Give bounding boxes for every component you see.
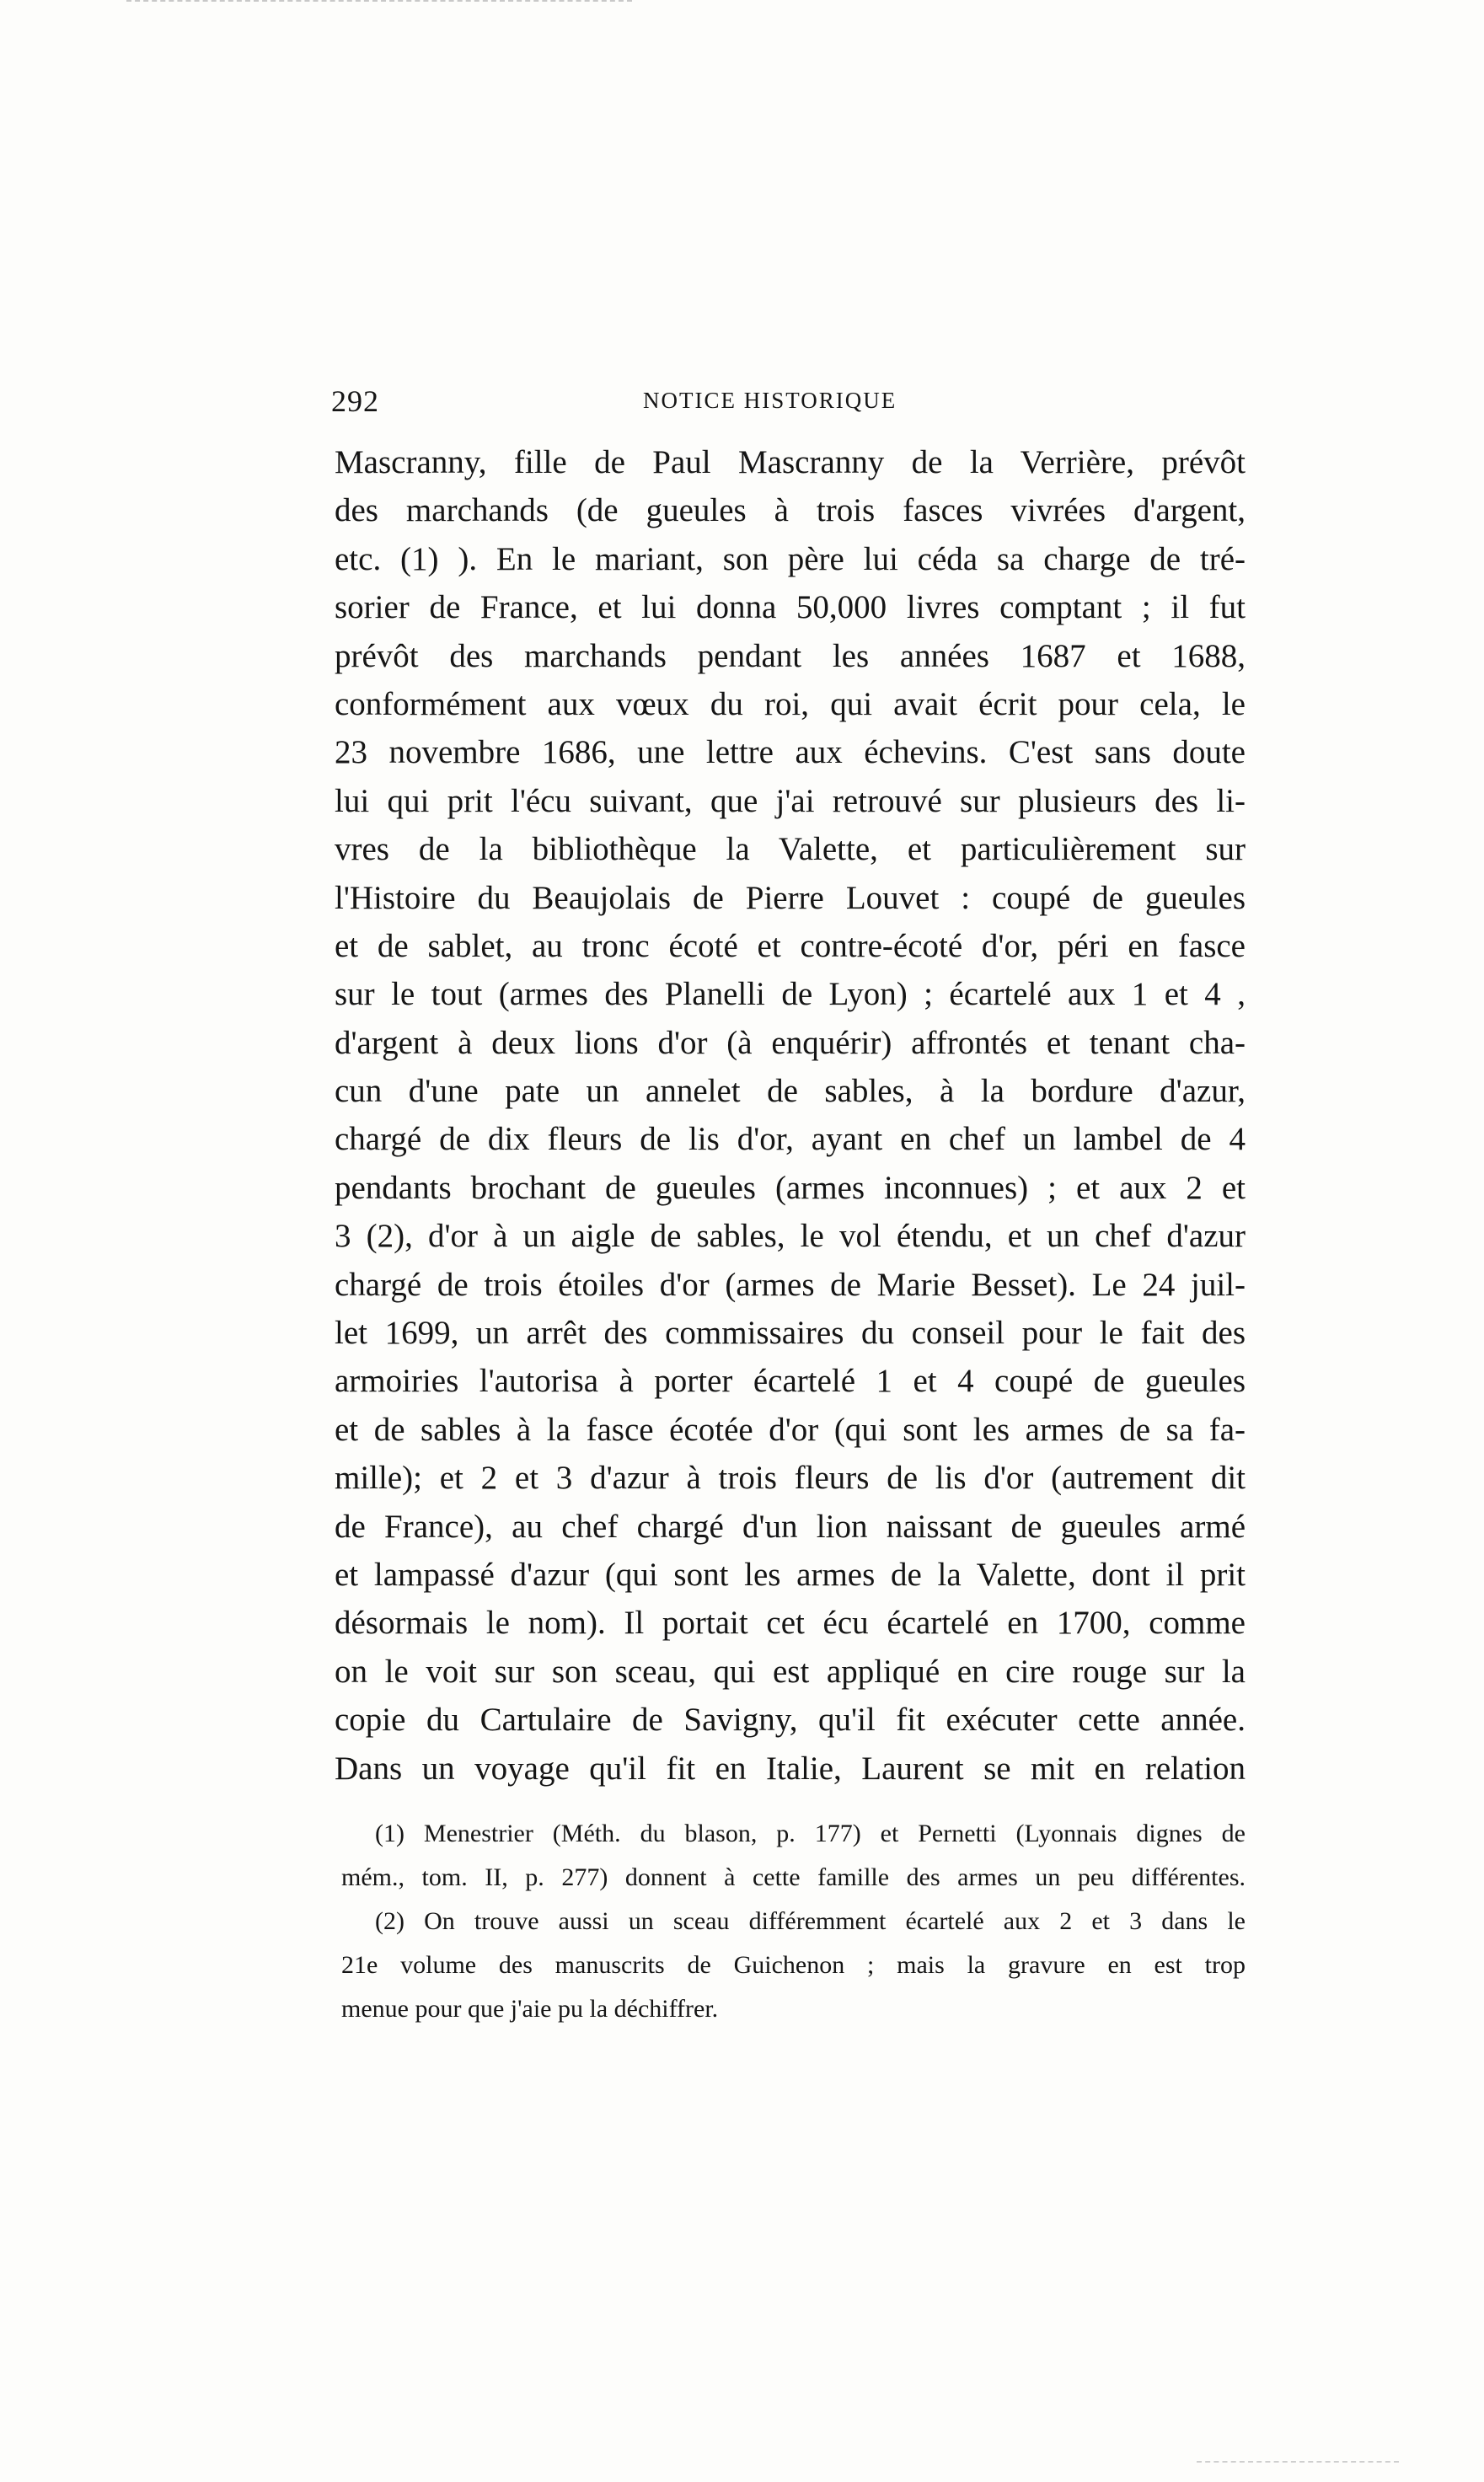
footnote-line: (2) On trouve aussi un sceau différemment écartelé aux 2 et 3 dans le: [375, 1907, 1246, 1935]
body-line: etc. (1) ). En le mariant, son père lui céda sa charge de tré-: [335, 540, 1246, 577]
body-line: chargé de trois étoiles d'or (armes de Marie Besset). Le 24 juil-: [335, 1266, 1246, 1303]
body-line: cun d'une pate un annelet de sables, à la bordure d'azur,: [335, 1073, 1246, 1110]
body-line: lui qui prit l'écu suivant, que j'ai retrouvé sur plusieurs des li-: [335, 782, 1246, 819]
body-line: et lampassé d'azur (qui sont les armes de la Valette, dont il prit: [335, 1556, 1246, 1593]
scan-specks-top: [126, 0, 632, 7]
body-line: on le voit sur son sceau, qui est appliqué en cire rouge sur la: [335, 1653, 1246, 1690]
footnotes: [341, 1812, 1246, 2031]
body-line: de France), au chef chargé d'un lion naissant de gueules armé: [335, 1508, 1246, 1545]
body-line: conformément aux vœux du roi, qui avait écrit pour cela, le: [335, 685, 1246, 722]
body-line: sur le tout (armes des Planelli de Lyon) ; écartelé aux 1 et 4 ,: [335, 976, 1246, 1013]
body-line: et de sablet, au tronc écoté et contre-écoté d'or, péri en fasce: [335, 927, 1246, 964]
page-number: 292: [331, 384, 379, 418]
page-header: [331, 383, 1246, 426]
footnote-line: menue pour que j'aie pu la déchiffrer.: [341, 1995, 719, 2023]
body-line: mille); et 2 et 3 d'azur à trois fleurs de lis d'or (autrement dit: [335, 1460, 1246, 1497]
body-text: [335, 438, 1246, 1793]
body-line: prévôt des marchands pendant les années 1687 et 1688,: [335, 637, 1246, 674]
body-line: d'argent à deux lions d'or (à enquérir) affrontés et tenant cha-: [335, 1024, 1246, 1061]
footnote-line: 21e volume des manuscrits de Guichenon ; mais la gravure en est trop: [341, 1951, 1246, 1979]
body-line: 23 novembre 1686, une lettre aux échevins. C'est sans doute: [335, 734, 1246, 771]
footnote-line: (1) Menestrier (Méth. du blason, p. 177) et Pernetti (Lyonnais dignes de: [375, 1820, 1246, 1847]
body-line: Mascranny, fille de Paul Mascranny de la Verrière, prévôt: [335, 444, 1246, 480]
body-line: l'Histoire du Beaujolais de Pierre Louvet : coupé de gueules: [335, 879, 1246, 916]
body-line: chargé de dix fleurs de lis d'or, ayant en chef un lambel de 4: [335, 1121, 1246, 1158]
scan-specks-bottom: [1197, 2461, 1399, 2466]
body-line: armoiries l'autorisa à porter écartelé 1 et 4 coupé de gueules: [335, 1363, 1246, 1400]
body-line: pendants brochant de gueules (armes inconnues) ; et aux 2 et: [335, 1169, 1246, 1206]
body-line: et de sables à la fasce écotée d'or (qui sont les armes de sa fa-: [335, 1411, 1246, 1448]
body-line: désormais le nom). Il portait cet écu écartelé en 1700, comme: [335, 1605, 1246, 1642]
body-line: Dans un voyage qu'il fit en Italie, Laurent se mit en relation: [335, 1750, 1246, 1787]
body-line: copie du Cartulaire de Savigny, qu'il fit exécuter cette année.: [335, 1702, 1246, 1739]
body-line: des marchands (de gueules à trois fasces vivrées d'argent,: [335, 492, 1246, 529]
body-line: vres de la bibliothèque la Valette, et particulièrement sur: [335, 831, 1246, 868]
running-head: NOTICE HISTORIQUE: [643, 388, 897, 413]
body-line: sorier de France, et lui donna 50,000 livres comptant ; il fut: [335, 589, 1246, 626]
footnote-line: mém., tom. II, p. 277) donnent à cette famille des armes un peu différentes.: [341, 1863, 1246, 1891]
body-line: 3 (2), d'or à un aigle de sables, le vol étendu, et un chef d'azur: [335, 1218, 1246, 1255]
body-line: let 1699, un arrêt des commissaires du conseil pour le fait des: [335, 1315, 1246, 1352]
